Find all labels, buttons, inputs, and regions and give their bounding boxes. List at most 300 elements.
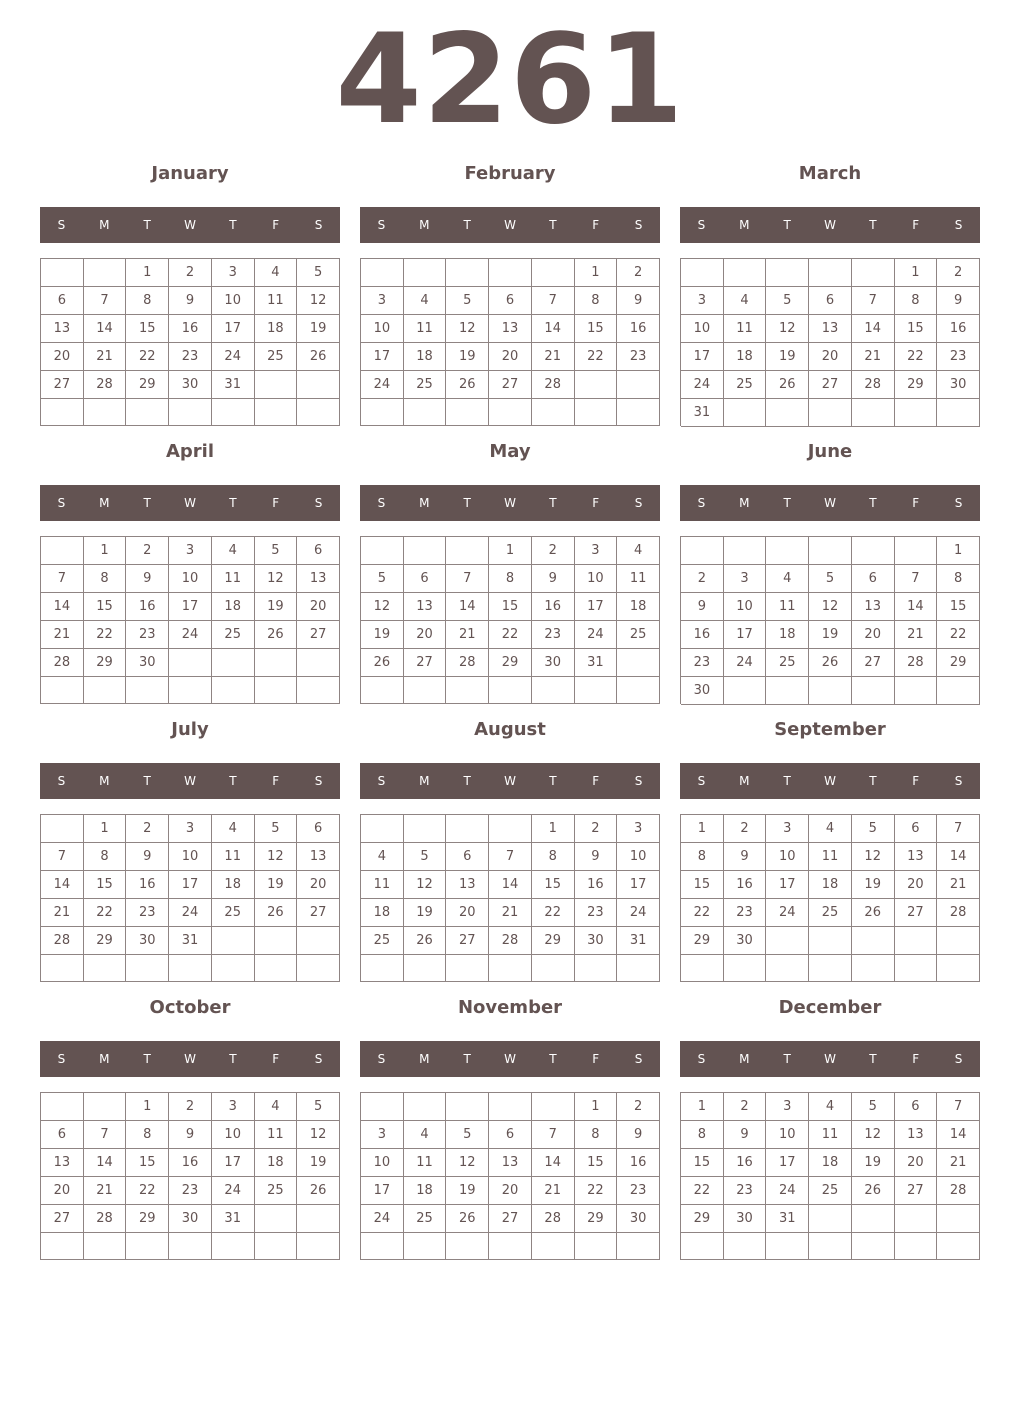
day-cell: 11 [809,843,852,871]
day-grid [680,1092,980,1260]
day-cell: 12 [255,565,298,593]
day-cell: 14 [84,1149,127,1177]
day-cell: 24 [169,899,212,927]
weekday-label: M [419,218,430,232]
empty-day-cell [681,537,724,565]
empty-day-cell [617,677,660,704]
day-cell: 14 [895,593,938,621]
empty-day-cell [852,955,895,982]
day-cell: 15 [575,1149,618,1177]
day-cell: 8 [84,843,127,871]
weekday-header-bar [680,207,980,243]
day-cell: 27 [404,649,447,677]
day-cell: 12 [404,871,447,899]
year-title: 4261 [335,8,685,152]
empty-day-cell [617,1233,660,1260]
empty-day-cell [126,677,169,704]
day-cell: 3 [766,815,809,843]
weekday-label: S [314,218,323,232]
day-cell: 15 [681,871,724,899]
empty-day-cell [489,399,532,426]
weekday-label: F [272,496,280,510]
weekday-label: M [99,218,110,232]
day-cell: 26 [297,343,340,371]
empty-day-cell [895,537,938,565]
empty-day-cell [532,399,575,426]
day-grid [360,536,660,704]
weekday-label: W [824,496,836,510]
empty-day-cell [41,815,84,843]
day-cell: 27 [41,371,84,399]
day-cell: 1 [84,537,127,565]
day-cell: 1 [575,1093,618,1121]
month-name: September [774,719,886,740]
day-cell: 11 [404,315,447,343]
day-cell: 20 [404,621,447,649]
day-grid [40,536,340,704]
day-cell: 21 [852,343,895,371]
weekday-label: S [377,496,386,510]
weekday-label: F [272,774,280,788]
day-cell: 30 [724,1205,767,1233]
weekday-header-bar [680,763,980,799]
empty-day-cell [852,1205,895,1233]
day-cell: 18 [361,899,404,927]
day-cell: 2 [169,259,212,287]
day-cell: 5 [446,1121,489,1149]
day-cell: 1 [84,815,127,843]
day-cell: 2 [532,537,575,565]
day-cell: 18 [212,871,255,899]
month-name: February [464,163,556,184]
day-cell: 9 [575,843,618,871]
weekday-header-bar [40,1041,340,1077]
day-cell: 29 [937,649,980,677]
day-cell: 23 [937,343,980,371]
day-cell: 30 [169,1205,212,1233]
day-cell: 1 [937,537,980,565]
day-cell: 20 [852,621,895,649]
weekday-header-bar [360,1041,660,1077]
day-cell: 2 [724,1093,767,1121]
empty-day-cell [489,815,532,843]
empty-day-cell [724,399,767,427]
empty-day-cell [255,649,298,677]
day-cell: 11 [212,565,255,593]
day-cell: 25 [809,1177,852,1205]
empty-day-cell [489,259,532,287]
day-cell: 15 [84,593,127,621]
day-cell: 18 [404,1177,447,1205]
weekday-label: M [419,496,430,510]
day-cell: 22 [126,1177,169,1205]
day-cell: 11 [617,565,660,593]
day-cell: 21 [446,621,489,649]
day-cell: 29 [575,1205,618,1233]
day-cell: 20 [809,343,852,371]
day-cell: 6 [41,1121,84,1149]
empty-day-cell [297,649,340,677]
empty-day-cell [895,399,938,427]
weekday-label: T [783,218,791,232]
day-cell: 28 [41,927,84,955]
day-cell: 7 [852,287,895,315]
weekday-label: T [229,218,237,232]
day-cell: 28 [489,927,532,955]
day-cell: 9 [126,843,169,871]
day-cell: 1 [532,815,575,843]
empty-day-cell [84,1093,127,1121]
empty-day-cell [212,677,255,704]
day-cell: 29 [84,927,127,955]
day-cell: 7 [41,843,84,871]
empty-day-cell [446,815,489,843]
day-cell: 16 [169,315,212,343]
empty-day-cell [575,371,618,399]
day-cell: 16 [169,1149,212,1177]
day-cell: 4 [617,537,660,565]
day-cell: 26 [446,1205,489,1233]
weekday-header-bar [360,763,660,799]
day-cell: 24 [361,371,404,399]
weekday-label: W [504,218,516,232]
day-cell: 27 [809,371,852,399]
empty-day-cell [255,1205,298,1233]
weekday-label: F [912,496,920,510]
day-cell: 11 [255,1121,298,1149]
day-cell: 17 [766,1149,809,1177]
weekday-label: T [549,496,557,510]
day-cell: 28 [84,371,127,399]
empty-day-cell [617,399,660,426]
day-cell: 14 [84,315,127,343]
empty-day-cell [297,1205,340,1233]
weekday-header-bar [680,1041,980,1077]
day-cell: 3 [169,537,212,565]
day-cell: 21 [937,871,980,899]
day-cell: 10 [361,1149,404,1177]
empty-day-cell [575,955,618,982]
day-cell: 16 [617,315,660,343]
day-cell: 30 [532,649,575,677]
day-cell: 27 [895,1177,938,1205]
day-cell: 13 [41,1149,84,1177]
day-cell: 9 [724,843,767,871]
day-cell: 7 [41,565,84,593]
day-cell: 15 [126,1149,169,1177]
weekday-label: S [954,774,963,788]
day-cell: 23 [617,1177,660,1205]
day-cell: 9 [617,287,660,315]
day-cell: 21 [937,1149,980,1177]
day-cell: 20 [489,343,532,371]
day-cell: 27 [297,621,340,649]
empty-day-cell [297,1233,340,1260]
day-cell: 22 [937,621,980,649]
day-cell: 10 [724,593,767,621]
weekday-label: T [229,496,237,510]
day-cell: 29 [489,649,532,677]
day-cell: 6 [852,565,895,593]
day-cell: 4 [809,815,852,843]
day-cell: 23 [532,621,575,649]
day-cell: 24 [169,621,212,649]
day-cell: 15 [575,315,618,343]
day-cell: 5 [809,565,852,593]
weekday-label: W [504,774,516,788]
day-cell: 7 [532,287,575,315]
empty-day-cell [404,677,447,704]
day-cell: 29 [681,927,724,955]
empty-day-cell [532,259,575,287]
day-cell: 8 [937,565,980,593]
empty-day-cell [766,399,809,427]
day-cell: 9 [126,565,169,593]
empty-day-cell [84,955,127,982]
empty-day-cell [41,1093,84,1121]
month-name: October [149,997,231,1018]
day-cell: 30 [126,649,169,677]
day-cell: 6 [895,1093,938,1121]
day-grid [40,258,340,426]
day-cell: 14 [41,593,84,621]
day-cell: 7 [84,1121,127,1149]
day-cell: 2 [169,1093,212,1121]
day-cell: 21 [532,343,575,371]
day-cell: 28 [446,649,489,677]
day-cell: 26 [255,621,298,649]
day-cell: 30 [575,927,618,955]
day-cell: 29 [84,649,127,677]
day-cell: 19 [297,315,340,343]
day-cell: 19 [361,621,404,649]
weekday-label: W [824,218,836,232]
day-cell: 9 [937,287,980,315]
day-cell: 24 [575,621,618,649]
day-cell: 7 [937,815,980,843]
empty-day-cell [169,955,212,982]
day-cell: 28 [532,371,575,399]
empty-day-cell [404,1233,447,1260]
empty-day-cell [852,927,895,955]
day-grid [360,814,660,982]
empty-day-cell [852,259,895,287]
empty-day-cell [489,677,532,704]
day-cell: 6 [489,287,532,315]
empty-day-cell [852,677,895,705]
day-cell: 5 [255,815,298,843]
day-cell: 17 [212,1149,255,1177]
day-cell: 13 [852,593,895,621]
day-cell: 24 [766,1177,809,1205]
empty-day-cell [724,955,767,982]
day-cell: 18 [809,1149,852,1177]
day-cell: 13 [895,1121,938,1149]
day-cell: 18 [404,343,447,371]
day-cell: 12 [297,287,340,315]
day-cell: 1 [681,815,724,843]
day-cell: 20 [297,871,340,899]
weekday-label: M [99,774,110,788]
empty-day-cell [255,677,298,704]
day-cell: 21 [489,899,532,927]
weekday-label: S [57,496,66,510]
day-cell: 10 [681,315,724,343]
empty-day-cell [212,927,255,955]
empty-day-cell [255,371,298,399]
day-cell: 25 [212,899,255,927]
day-cell: 29 [126,1205,169,1233]
day-cell: 4 [766,565,809,593]
day-cell: 17 [212,315,255,343]
day-cell: 9 [724,1121,767,1149]
day-cell: 8 [126,287,169,315]
day-cell: 23 [681,649,724,677]
empty-day-cell [575,399,618,426]
day-cell: 11 [809,1121,852,1149]
empty-day-cell [84,1233,127,1260]
day-cell: 13 [41,315,84,343]
empty-day-cell [255,927,298,955]
weekday-label: F [912,1052,920,1066]
day-cell: 17 [724,621,767,649]
day-cell: 3 [361,1121,404,1149]
day-cell: 12 [255,843,298,871]
weekday-header-bar [680,485,980,521]
empty-day-cell [361,1093,404,1121]
empty-day-cell [809,927,852,955]
day-cell: 8 [575,287,618,315]
empty-day-cell [681,955,724,982]
day-cell: 29 [126,371,169,399]
weekday-header-bar [40,763,340,799]
weekday-label: W [824,1052,836,1066]
day-cell: 15 [532,871,575,899]
empty-day-cell [446,677,489,704]
day-cell: 20 [895,871,938,899]
weekday-label: F [912,774,920,788]
empty-day-cell [937,399,980,427]
day-cell: 31 [212,1205,255,1233]
empty-day-cell [852,1233,895,1260]
day-cell: 9 [169,1121,212,1149]
weekday-label: T [463,496,471,510]
day-cell: 2 [617,1093,660,1121]
empty-day-cell [169,649,212,677]
day-cell: 6 [895,815,938,843]
day-cell: 9 [532,565,575,593]
weekday-label: S [697,1052,706,1066]
weekday-header-bar [360,207,660,243]
day-cell: 13 [489,1149,532,1177]
day-cell: 26 [361,649,404,677]
day-cell: 12 [852,843,895,871]
weekday-label: S [954,218,963,232]
day-cell: 7 [84,287,127,315]
day-cell: 25 [361,927,404,955]
weekday-header-bar [360,485,660,521]
weekday-label: S [954,1052,963,1066]
day-cell: 21 [895,621,938,649]
weekday-label: T [463,218,471,232]
empty-day-cell [361,815,404,843]
weekday-label: W [184,774,196,788]
empty-day-cell [41,1233,84,1260]
day-cell: 27 [446,927,489,955]
day-cell: 28 [895,649,938,677]
weekday-label: T [869,1052,877,1066]
day-cell: 31 [766,1205,809,1233]
empty-day-cell [169,399,212,426]
day-cell: 1 [895,259,938,287]
day-cell: 22 [681,899,724,927]
day-cell: 6 [489,1121,532,1149]
empty-day-cell [937,1233,980,1260]
day-cell: 27 [895,899,938,927]
day-cell: 19 [852,871,895,899]
day-cell: 10 [361,315,404,343]
day-cell: 3 [212,259,255,287]
empty-day-cell [489,955,532,982]
weekday-label: F [592,774,600,788]
empty-day-cell [809,677,852,705]
day-cell: 8 [681,843,724,871]
empty-day-cell [617,649,660,677]
day-cell: 19 [255,871,298,899]
empty-day-cell [361,259,404,287]
day-cell: 20 [41,343,84,371]
day-grid [680,258,980,426]
day-cell: 12 [766,315,809,343]
day-cell: 22 [126,343,169,371]
empty-day-cell [766,927,809,955]
empty-day-cell [895,955,938,982]
empty-day-cell [361,399,404,426]
day-cell: 22 [575,1177,618,1205]
weekday-label: T [463,774,471,788]
day-cell: 12 [446,315,489,343]
empty-day-cell [446,1093,489,1121]
day-cell: 12 [446,1149,489,1177]
weekday-label: T [549,218,557,232]
day-cell: 3 [617,815,660,843]
day-cell: 26 [404,927,447,955]
day-cell: 3 [212,1093,255,1121]
empty-day-cell [809,1205,852,1233]
day-cell: 8 [126,1121,169,1149]
day-cell: 27 [41,1205,84,1233]
day-cell: 31 [212,371,255,399]
day-cell: 7 [895,565,938,593]
weekday-label: F [272,1052,280,1066]
day-cell: 3 [766,1093,809,1121]
day-cell: 14 [852,315,895,343]
day-cell: 2 [937,259,980,287]
day-cell: 21 [84,343,127,371]
day-cell: 16 [724,871,767,899]
weekday-label: T [783,774,791,788]
day-cell: 18 [617,593,660,621]
month-name: August [474,719,546,740]
empty-day-cell [84,399,127,426]
empty-day-cell [809,537,852,565]
empty-day-cell [361,677,404,704]
day-cell: 17 [169,593,212,621]
weekday-label: W [184,218,196,232]
day-cell: 18 [255,1149,298,1177]
day-cell: 5 [361,565,404,593]
weekday-label: W [184,1052,196,1066]
